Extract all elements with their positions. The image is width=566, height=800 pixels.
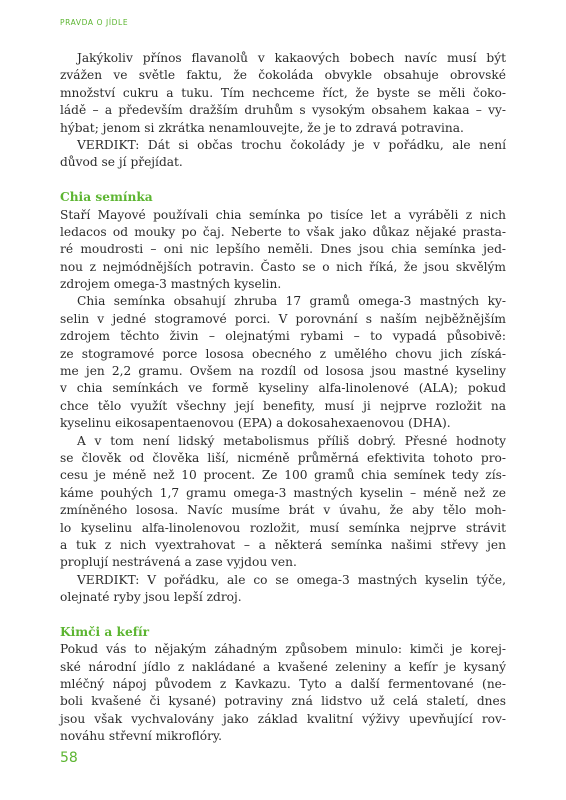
text-line: zdrojem omega-3 mastných kyselin. — [60, 277, 282, 292]
text-line: Jakýkoliv přínos flavanolů v kakaových bobech navíc musí být — [77, 51, 506, 65]
text-line: ládě – a především dražším druhům s vysokým obsahem kakaa – vy- — [60, 103, 506, 118]
page-body — [60, 50, 506, 746]
text-line: mléčný nápoj původem z Kavkazu. Tyto a další fermentované (ne- — [60, 677, 506, 692]
text-line: cesu je méně než 10 procent. Ze 100 gramů chia semínek tedy zís- — [60, 468, 506, 483]
section-heading: Chia semínka — [60, 190, 153, 205]
paragraph — [60, 641, 506, 745]
text-line: důvod se jí přejídat. — [60, 155, 183, 170]
section-heading: Kimči a kefír — [60, 624, 150, 639]
text-line: Staří Mayové používali chia semínka po tisíce let a vyráběli z nich — [60, 207, 506, 222]
text-line: jsou však vychvalovány jako základ kvalitní výživy upevňující rov- — [60, 711, 506, 726]
text-line: ledacos od mouky po čaj. Neberte to však jako důkaz nějaké prasta- — [60, 224, 506, 239]
text-line: nováhu střevní mikroflóry. — [60, 729, 223, 744]
text-line: VERDIKT: V pořádku, ale co se omega-3 mastných kyselin týče, — [77, 572, 506, 587]
text-line: Chia semínka obsahují zhruba 17 gramů omega-3 mastných ky- — [77, 294, 506, 309]
paragraph — [60, 433, 506, 572]
text-line: káme pouhých 1,7 gramu omega-3 mastných kyselin – méně než ze — [60, 485, 506, 500]
text-line: lo kyselinu alfa-linolenovou rozložit, musí semínka nejprve strávit — [60, 520, 506, 535]
paragraph — [60, 572, 506, 607]
text-line: se člověk od člověka liší, nicméně průměrná efektivita tohoto pro- — [60, 450, 506, 465]
paragraph — [60, 207, 506, 294]
text-line: boli kvašené či kysané) potraviny zná lidstvo už celá staletí, dnes — [60, 694, 506, 709]
text-line: a tuk z nich vyextrahovat – a některá semínka našimi střevy jen — [60, 537, 506, 552]
page-number: 58 — [60, 750, 78, 766]
text-line: VERDIKT: Dát si občas trochu čokolády je v pořádku, ale není — [77, 137, 506, 152]
running-head: PRAVDA O JÍDLE — [60, 18, 129, 27]
text-line: ské národní jídlo z nakládané a kvašené zeleniny a kefír je kysaný — [60, 659, 506, 674]
text-line: kyselinu eikosapentaenovou (EPA) a dokosahexaenovou (DHA). — [60, 416, 451, 431]
text-line: selin v jedné stogramové porci. V porovnání s naším nejběžnějším — [60, 311, 506, 326]
text-line: ze stogramové porce lososa obecného z umělého chovu jich získá- — [60, 346, 506, 361]
paragraph — [60, 137, 506, 172]
text-line: zmíněného lososa. Navíc musíme brát v úvahu, že aby tělo moh- — [60, 503, 506, 518]
text-line: zdrojem těchto živin – olejnatými rybami – to vypadá působivě: — [60, 329, 506, 344]
text-line: me jen 2,2 gramu. Ovšem na rozdíl od lososa jsou mastné kyseliny — [60, 364, 506, 379]
text-line: nou z nejmódnějších potravin. Často se o nich říká, že jsou skvělým — [60, 259, 506, 274]
text-line: Pokud vás to nějakým záhadným způsobem minulo: kimči je korej- — [60, 642, 506, 657]
paragraph — [60, 50, 506, 137]
text-line: olejnaté ryby jsou lepší zdroj. — [60, 590, 242, 605]
text-line: hýbat; jenom si zkrátka nenamlouvejte, že je to zdravá potravina. — [60, 120, 464, 135]
text-line: množství cukru a tuku. Tím nechceme říct, že byste se měli čoko- — [60, 85, 506, 100]
text-line: chce tělo využít všechny její benefity, musí ji nejprve rozložit na — [60, 398, 506, 413]
text-line: zvážen ve světle faktu, že čokoláda obvykle obsahuje obrovské — [60, 68, 506, 83]
text-line: v chia semínkách ve formě kyseliny alfa-linolenové (ALA); pokud — [60, 381, 506, 396]
text-line: proplují nestrávená a zase vyjdou ven. — [60, 555, 297, 570]
paragraph — [60, 293, 506, 432]
text-line: A v tom není lidský metabolismus příliš dobrý. Přesné hodnoty — [77, 433, 506, 448]
text-line: ré moudrosti – oni nic lepšího neměli. Dnes jsou chia semínka jed- — [60, 242, 506, 257]
